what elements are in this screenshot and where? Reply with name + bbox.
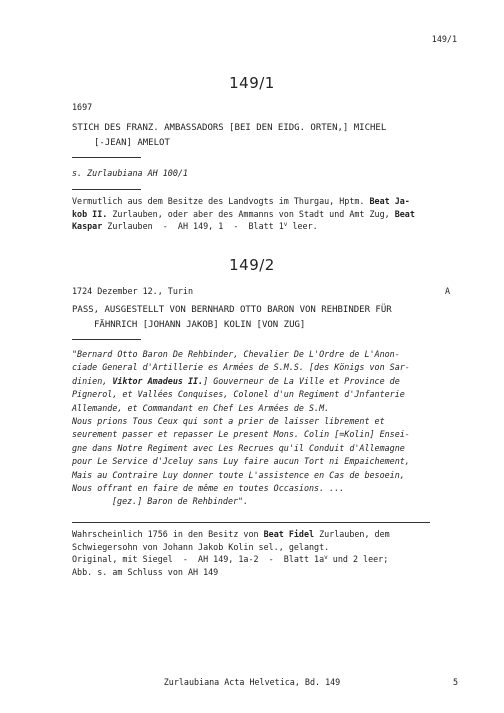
footer-title: Zurlaubiana Acta Helvetica, Bd. 149	[163, 677, 341, 687]
doc2-quote	[72, 348, 410, 509]
quote-bold-name: Viktor Amadeus II.	[112, 375, 204, 386]
quote-line: dinien,	[72, 375, 113, 386]
quote-line: ] Gouverneur de La Ville et Province de	[203, 375, 400, 386]
doc2-heading: 149/2	[229, 256, 275, 274]
doc1-source: s. Zurlaubiana AH 100/1	[72, 168, 188, 178]
quote-line: gne dans Notre Regiment avec Les Recrues qu'il Conduit d'Allemagne	[72, 442, 405, 453]
doc2-title-line2: FÄHNRICH [JOHANN JAKOB] KOLIN [VON ZUG]	[94, 320, 306, 330]
doc1-note-text: Zurlauben - AH 149, 1 - Blatt 1	[102, 221, 284, 232]
doc1-note-superscript: v	[283, 221, 288, 229]
doc2-note-text: Schwiegersohn von Johann Jakob Kolin sel., gelangt.	[72, 541, 330, 552]
doc1-note-text: leer.	[287, 221, 318, 232]
doc1-note-text: Vermutlich aus dem Besitze des Landvogts im Thurgau, Hptm.	[72, 196, 370, 206]
doc2-note-bold: Beat Fidel	[263, 529, 315, 539]
quote-line: pour Le Service d'Jceluy sans Luy faire aucun Tort ni Empaichement,	[72, 456, 410, 467]
quote-line: seurement passer et repasser Le present Mons. Colin [=Kolin] Ensei-	[72, 429, 410, 440]
doc1-note-bold: kob II.	[72, 208, 108, 219]
doc2-note	[72, 528, 390, 578]
doc1-note-bold: Beat	[394, 208, 415, 219]
doc1-divider	[72, 157, 141, 158]
doc2-note-superscript: v	[324, 554, 328, 562]
doc2-note-text: Original, mit Siegel - AH 149, 1a-2 - Blatt 1a	[72, 554, 325, 565]
quote-line: "Bernard Otto Baron De Rehbinder, Chevalier De L'Ordre de L'Anon-	[72, 349, 400, 359]
doc2-marker: A	[445, 286, 451, 296]
doc1-title-line2: [-JEAN] AMELOT	[94, 138, 170, 148]
doc2-title	[72, 303, 392, 333]
doc2-note-text: und 2 leer;	[327, 554, 389, 565]
quote-line: ciade General d'Artillerie es Armées de S.M.S. [des Königs von Sar-	[72, 362, 410, 373]
doc2-divider-2	[72, 522, 430, 523]
doc1-note-bold: Kaspar	[72, 221, 103, 232]
doc2-note-text: Abb. s. am Schluss von AH 149	[72, 566, 219, 577]
doc2-note-text: Wahrscheinlich 1756 in den Besitz von	[72, 529, 264, 539]
doc2-title-line1: PASS, AUSGESTELLT VON BERNHARD OTTO BARON VON REHBINDER FÜR	[72, 305, 392, 315]
quote-line: Mais au Contraire Luy donner toute L'assistence en Cas de besoein,	[72, 469, 405, 480]
doc2-note-text: Zurlauben, dem	[314, 529, 390, 539]
doc1-note	[72, 195, 415, 233]
quote-line: Pignerol, et Vallées Conquises, Colonel d'un Regiment d'Jnfanterie	[72, 389, 405, 400]
quote-line: Allemande, et Commandant en Chef Les Armées de S.M.	[72, 402, 330, 413]
doc1-date: 1697	[72, 102, 93, 112]
page-number: 5	[452, 677, 458, 687]
doc1-title-line1: STICH DES FRANZ. AMBASSADORS [BEI DEN EIDG. ORTEN,] MICHEL	[72, 123, 387, 133]
doc1-title	[72, 121, 386, 151]
quote-signature: [gez.] Baron de Rehbinder".	[112, 496, 249, 507]
doc1-note-text: Zurlauben, oder aber des Ammanns von Stadt und Amt Zug,	[107, 208, 395, 219]
doc1-divider-2	[72, 189, 141, 190]
doc2-divider	[72, 339, 141, 340]
page-header: 149/1	[431, 34, 457, 44]
doc1-note-bold: Beat Ja-	[369, 196, 410, 206]
doc2-date: 1724 Dezember 12., Turin	[72, 286, 194, 296]
doc1-heading: 149/1	[229, 74, 275, 92]
quote-line: Nous prions Tous Ceux qui sont a prier de laisser librement et	[72, 416, 385, 427]
quote-line: Nous offrant en faire de même en toutes Occasions. ...	[72, 483, 345, 494]
